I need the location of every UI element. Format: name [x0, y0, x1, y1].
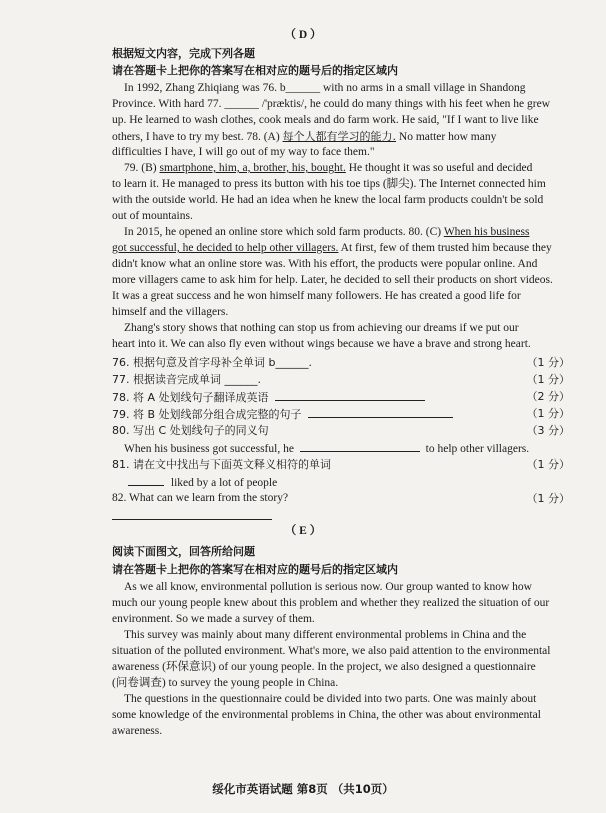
- question-81-score: （1 分）: [526, 458, 570, 471]
- d-p2-line1-end: He thought it was so useful and decided: [348, 162, 533, 174]
- e-p2-line2: situation of the polluted environment. What's more, we also paid attention to the environmental: [112, 645, 551, 657]
- e-p2-line4: (问卷调查) to survey the young people in China.: [112, 677, 339, 689]
- e-p2-line3: awareness (环保意识) of our young people. In the project, we also designed a questionnaire: [112, 661, 536, 673]
- question-78-text: 78. 将 A 处划线句子翻译成英语: [112, 391, 269, 404]
- d-p3-line6: himself and the villagers.: [112, 306, 229, 318]
- question-76: [112, 355, 570, 371]
- d-p2-line2: to learn it. He managed to press its button with his toe tips (脚尖). The Internet connected him: [112, 178, 546, 190]
- answer-blank-79[interactable]: [308, 406, 453, 418]
- question-81-definition-text: liked by a lot of people: [170, 477, 278, 489]
- question-80-rewrite-end: to help other villagers.: [425, 443, 530, 455]
- question-81: [112, 457, 570, 473]
- question-82-score: （1 分）: [526, 492, 570, 505]
- question-76-score: （1 分）: [526, 356, 570, 369]
- e-p2-line1: This survey was mainly about many different environmental problems in China and the: [124, 629, 527, 641]
- section-e-instruction-2: 请在答题卡上把你的答案写在相对应的题号后的指定区域内: [112, 563, 398, 576]
- question-79-score: （1 分）: [526, 407, 570, 420]
- question-82-text: 82. What can we learn from the story?: [112, 492, 289, 504]
- question-80-text: 80. 写出 C 处划线句子的同义句: [112, 424, 269, 437]
- question-76-text: 76. 根据句意及首字母补全单词 b______.: [112, 356, 312, 369]
- d-p3-line2-end: At first, few of them trusted him because they: [340, 242, 552, 254]
- question-80-rewrite-start: When his business got successful, he: [124, 443, 294, 455]
- d-p3-line1: [124, 225, 570, 240]
- d-p4-line1: Zhang's story shows that nothing can stop us from achieving our dreams if we put our: [124, 322, 519, 334]
- section-d-instruction-1: 根据短文内容，完成下列各题: [112, 47, 255, 60]
- underlined-sentence-c-part2: got successful, he decided to help other villagers.: [112, 242, 339, 254]
- d-p1-line4-start: others, I have to try my best. 78. (A): [112, 131, 280, 143]
- d-p1-line4: [112, 129, 570, 145]
- e-p3-line2: some knowledge of the environmental problems in China, the other was about environmental: [112, 709, 541, 721]
- answer-blank-80[interactable]: [300, 440, 420, 452]
- section-d-label: （ D ）: [284, 29, 322, 41]
- question-81-definition: [128, 474, 570, 491]
- question-79: [112, 406, 570, 423]
- question-79-text: 79. 将 B 处划线部分组合成完整的句子: [112, 408, 302, 421]
- question-80: [112, 423, 570, 439]
- d-p2-line3: with the outside world. He had an idea when he knew the local farm products couldn't be sold: [112, 194, 544, 206]
- d-p3-line2: [112, 241, 570, 256]
- d-p1-line5: difficulties I have, I will go out of my way to face them.": [112, 146, 375, 158]
- underlined-words-b: smartphone, him, a, brother, his, bought.: [159, 162, 346, 174]
- e-p1-line1: As we all know, environmental pollution is serious now. Our group wanted to know how: [124, 581, 532, 593]
- e-p3-line3: awareness.: [112, 725, 163, 737]
- e-p1-line2: much our young people knew about this problem and whether they realized the situation of our: [112, 597, 550, 609]
- section-d-instruction-2: 请在答题卡上把你的答案写在相对应的题号后的指定区域内: [112, 64, 398, 77]
- answer-blank-81[interactable]: [128, 474, 164, 486]
- question-80-rewrite: [124, 440, 570, 457]
- answer-blank-82[interactable]: [112, 508, 272, 520]
- d-p1-line1: In 1992, Zhang Zhiqiang was 76. b______ with no arms in a small village in Shandong: [124, 82, 526, 94]
- d-p3-line5: It was a great success and he won himself many followers. He has created a good life for: [112, 290, 521, 302]
- d-p1-line3: up. He learned to wash clothes, cook meals and do farm work. He said, "If I want to live like: [112, 114, 539, 126]
- d-p2-line1: [124, 161, 570, 176]
- question-81-text: 81. 请在文中找出与下面英文释义相符的单词: [112, 458, 331, 471]
- d-p1-line4-end: No matter how many: [398, 131, 497, 143]
- e-p1-line3: environment. So we made a survey of them.: [112, 613, 315, 625]
- section-e-label: （ E ）: [284, 525, 322, 537]
- question-77-score: （1 分）: [526, 373, 570, 386]
- d-p3-line3: didn't know what an online store was. With his effort, the products were popular online. And: [112, 258, 538, 270]
- question-80-score: （3 分）: [526, 424, 570, 437]
- d-p3-line1-start: In 2015, he opened an online store which sold farm products. 80. (C): [124, 226, 442, 238]
- question-78: [112, 389, 570, 406]
- d-p2-line4: out of mountains.: [112, 210, 193, 222]
- question-78-score: （2 分）: [526, 390, 570, 403]
- d-p2-label-b: 79. (B): [124, 162, 157, 174]
- question-82-answer-line: [112, 508, 570, 525]
- d-p3-line4: more villagers came to ask him for help. Later, he decided to sell their products on short videos.: [112, 274, 553, 286]
- answer-blank-78[interactable]: [275, 389, 425, 401]
- underlined-sentence-a: 每个人都有学习的能力.: [282, 130, 397, 143]
- question-77-text: 77. 根据读音完成单词 ______.: [112, 373, 261, 386]
- page-footer: 绥化市英语试题 第8页 （共10页）: [212, 782, 394, 796]
- section-e-instruction-1: 阅读下面图文，回答所给问题: [112, 545, 255, 558]
- d-p1-line2: Province. With hard 77. ______ /'præktis/, he could do many things with his feet when he grew: [112, 98, 551, 110]
- underlined-sentence-c-part1: When his business: [443, 226, 530, 238]
- d-p4-line2: heart into it. We can also fly even without wings because we have a brave and strong heart.: [112, 338, 531, 350]
- e-p3-line1: The questions in the questionnaire could be divided into two parts. One was mainly about: [124, 693, 537, 705]
- question-77: [112, 372, 570, 388]
- question-82: [112, 491, 570, 506]
